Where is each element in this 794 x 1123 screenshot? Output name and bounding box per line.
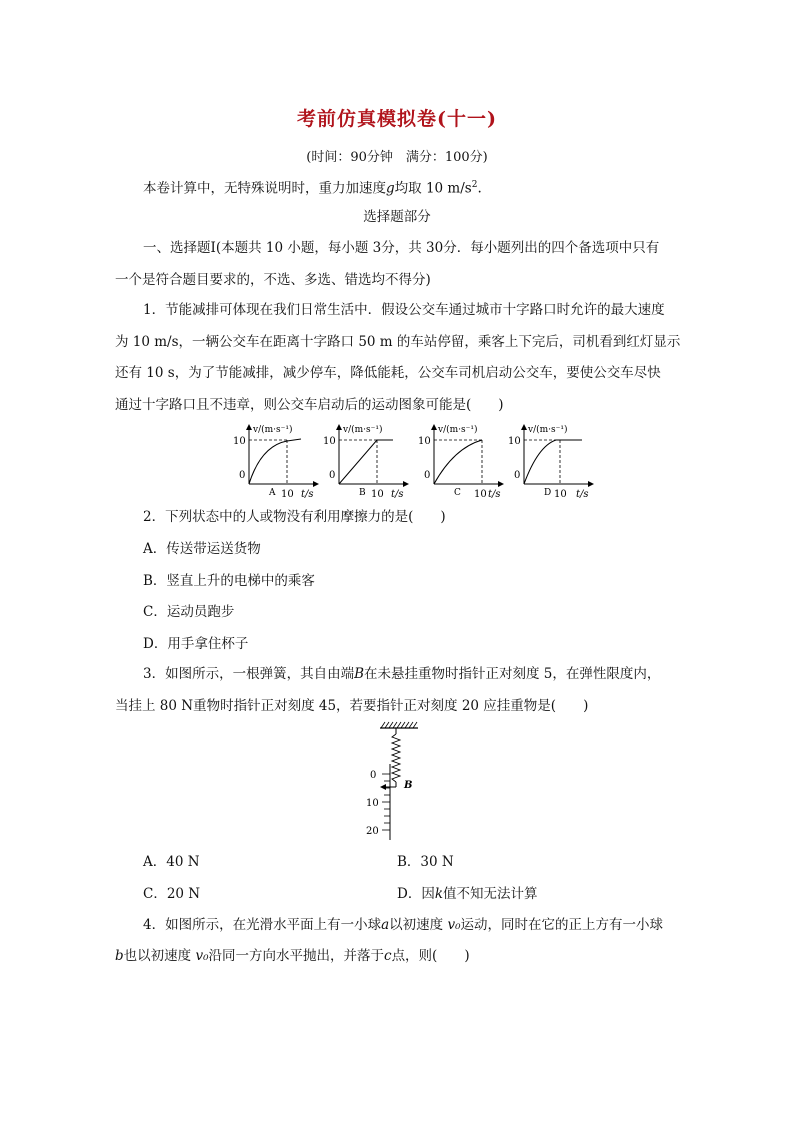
note-g: g xyxy=(386,180,395,197)
q1-line2: 为 10 m/s，一辆公交车在距离十字路口 50 m 的车站停留，乘客上下完后，司机看到红灯显示 xyxy=(115,334,681,350)
graph-c-label: C xyxy=(454,488,461,498)
graph-b-xlabel: t/s xyxy=(391,489,404,500)
graph-a-origin: 0 xyxy=(239,470,246,481)
q3-option-c: C．20 N xyxy=(143,886,201,902)
q2-stem: 2．下列状态中的人或物没有利用摩擦力的是( ) xyxy=(143,509,446,525)
q4-c: c xyxy=(384,948,392,964)
graph-d-origin: 0 xyxy=(514,470,521,481)
graph-a xyxy=(233,424,319,500)
q3-line1 xyxy=(143,664,660,684)
graph-b-ytick: 10 xyxy=(323,436,336,447)
q4-post1: 运动，同时在它的正上方有一小球 xyxy=(460,917,663,933)
graph-c-ytick: 10 xyxy=(418,436,431,447)
q3-optd-pre: D．因 xyxy=(397,886,435,902)
graph-b xyxy=(323,424,409,500)
graph-c xyxy=(418,424,504,500)
note-pre: 本卷计算中，无特殊说明时，重力加速度 xyxy=(143,180,386,197)
part1-line2: 一个是符合题目要求的，不选、多选、错选均不得分) xyxy=(115,272,431,288)
note-sup: 2 xyxy=(471,180,478,190)
q3-post1: 在未悬挂重物时指针正对刻度 5，在弹性限度内， xyxy=(364,666,661,682)
q4-pre1: 4．如图所示，在光滑水平面上有一小球 xyxy=(143,917,382,933)
graph-b-xtick: 10 xyxy=(371,489,384,500)
q3-b: B xyxy=(354,666,365,682)
note-end: . xyxy=(477,180,482,197)
q4-line1 xyxy=(143,915,663,935)
q4-a: a xyxy=(381,917,390,933)
q3-line2: 当挂上 80 N重物时指针正对刻度 45，若要指针正对刻度 20 应挂重物是( ) xyxy=(115,698,589,714)
q4-v0a: v₀ xyxy=(447,917,461,933)
gravity-note xyxy=(143,175,482,199)
exam-info: (时间：90分钟 满分：100分) xyxy=(306,150,488,165)
part1-line1: 一、选择题Ⅰ(本题共 10 小题，每小题 3分，共 30分．每小题列出的四个备选项中只有 xyxy=(143,240,660,256)
graph-d-xlabel: t/s xyxy=(576,489,589,500)
graph-a-label: A xyxy=(269,488,276,498)
q3-optd-post: 值不知无法计算 xyxy=(443,886,538,902)
page-title: 考前仿真模拟卷(十一) xyxy=(297,108,497,130)
q3-optd-k: k xyxy=(434,886,444,902)
graph-d-ylabel: v/(m·s⁻¹) xyxy=(528,425,568,435)
q1-line3: 还有 10 s，为了节能减排，减少停车，降低能耗，公交车司机启动公交车，要使公交车尽快 xyxy=(115,365,661,381)
graph-b-origin: 0 xyxy=(329,470,336,481)
spring-figure xyxy=(360,720,440,840)
graph-c-ylabel: v/(m·s⁻¹) xyxy=(438,425,478,435)
q4-v0b: v₀ xyxy=(195,948,209,964)
q1-line4: 通过十字路口且不违章，则公交车启动后的运动图象可能是( ) xyxy=(115,397,504,413)
q2-option-a: A．传送带运送货物 xyxy=(143,541,261,557)
graph-a-xlabel: t/s xyxy=(301,489,314,500)
graph-c-xlabel: t/s xyxy=(488,489,501,500)
graph-d xyxy=(508,424,594,500)
q4-mid1: 以初速度 xyxy=(389,917,448,933)
q4-mid2: 也以初速度 xyxy=(123,948,196,964)
graph-c-origin: 0 xyxy=(424,470,431,481)
q4-line2 xyxy=(115,946,470,966)
q1-graphs xyxy=(225,422,595,502)
section-heading: 选择题部分 xyxy=(363,209,431,225)
q3-option-d xyxy=(397,884,538,904)
graph-a-ylabel: v/(m·s⁻¹) xyxy=(253,425,293,435)
pointer-label: B xyxy=(404,780,413,791)
q4-b: b xyxy=(115,948,124,964)
note-post: 均取 10 m/s xyxy=(394,180,472,197)
q1-line1: 1．节能减排可体现在我们日常生活中．假设公交车通过城市十字路口时允许的最大速度 xyxy=(143,302,665,318)
graph-b-ylabel: v/(m·s⁻¹) xyxy=(343,425,383,435)
q3-option-b: B．30 N xyxy=(397,854,454,870)
graph-d-label: D xyxy=(544,488,552,498)
q3-pre1: 3．如图所示，一根弹簧，其自由端 xyxy=(143,666,355,682)
q4-mid3: 沿同一方向水平抛出，并落于 xyxy=(208,948,384,964)
graph-b-label: B xyxy=(359,488,366,498)
scale-tick-20: 20 xyxy=(366,826,379,837)
graph-d-ytick: 10 xyxy=(508,436,521,447)
q2-option-b: B．竖直上升的电梯中的乘客 xyxy=(143,573,315,589)
scale-tick-0: 0 xyxy=(370,770,377,781)
graph-a-ytick: 10 xyxy=(233,436,246,447)
q3-option-a: A．40 N xyxy=(143,854,200,870)
graph-c-xtick: 10 xyxy=(474,489,487,500)
graph-a-xtick: 10 xyxy=(281,489,294,500)
q2-option-d: D．用手拿住杯子 xyxy=(143,636,249,652)
q4-post2: 点，则( ) xyxy=(391,948,470,964)
scale-tick-10: 10 xyxy=(366,798,379,809)
graph-d-xtick: 10 xyxy=(554,489,567,500)
q2-option-c: C．运动员跑步 xyxy=(143,604,235,620)
